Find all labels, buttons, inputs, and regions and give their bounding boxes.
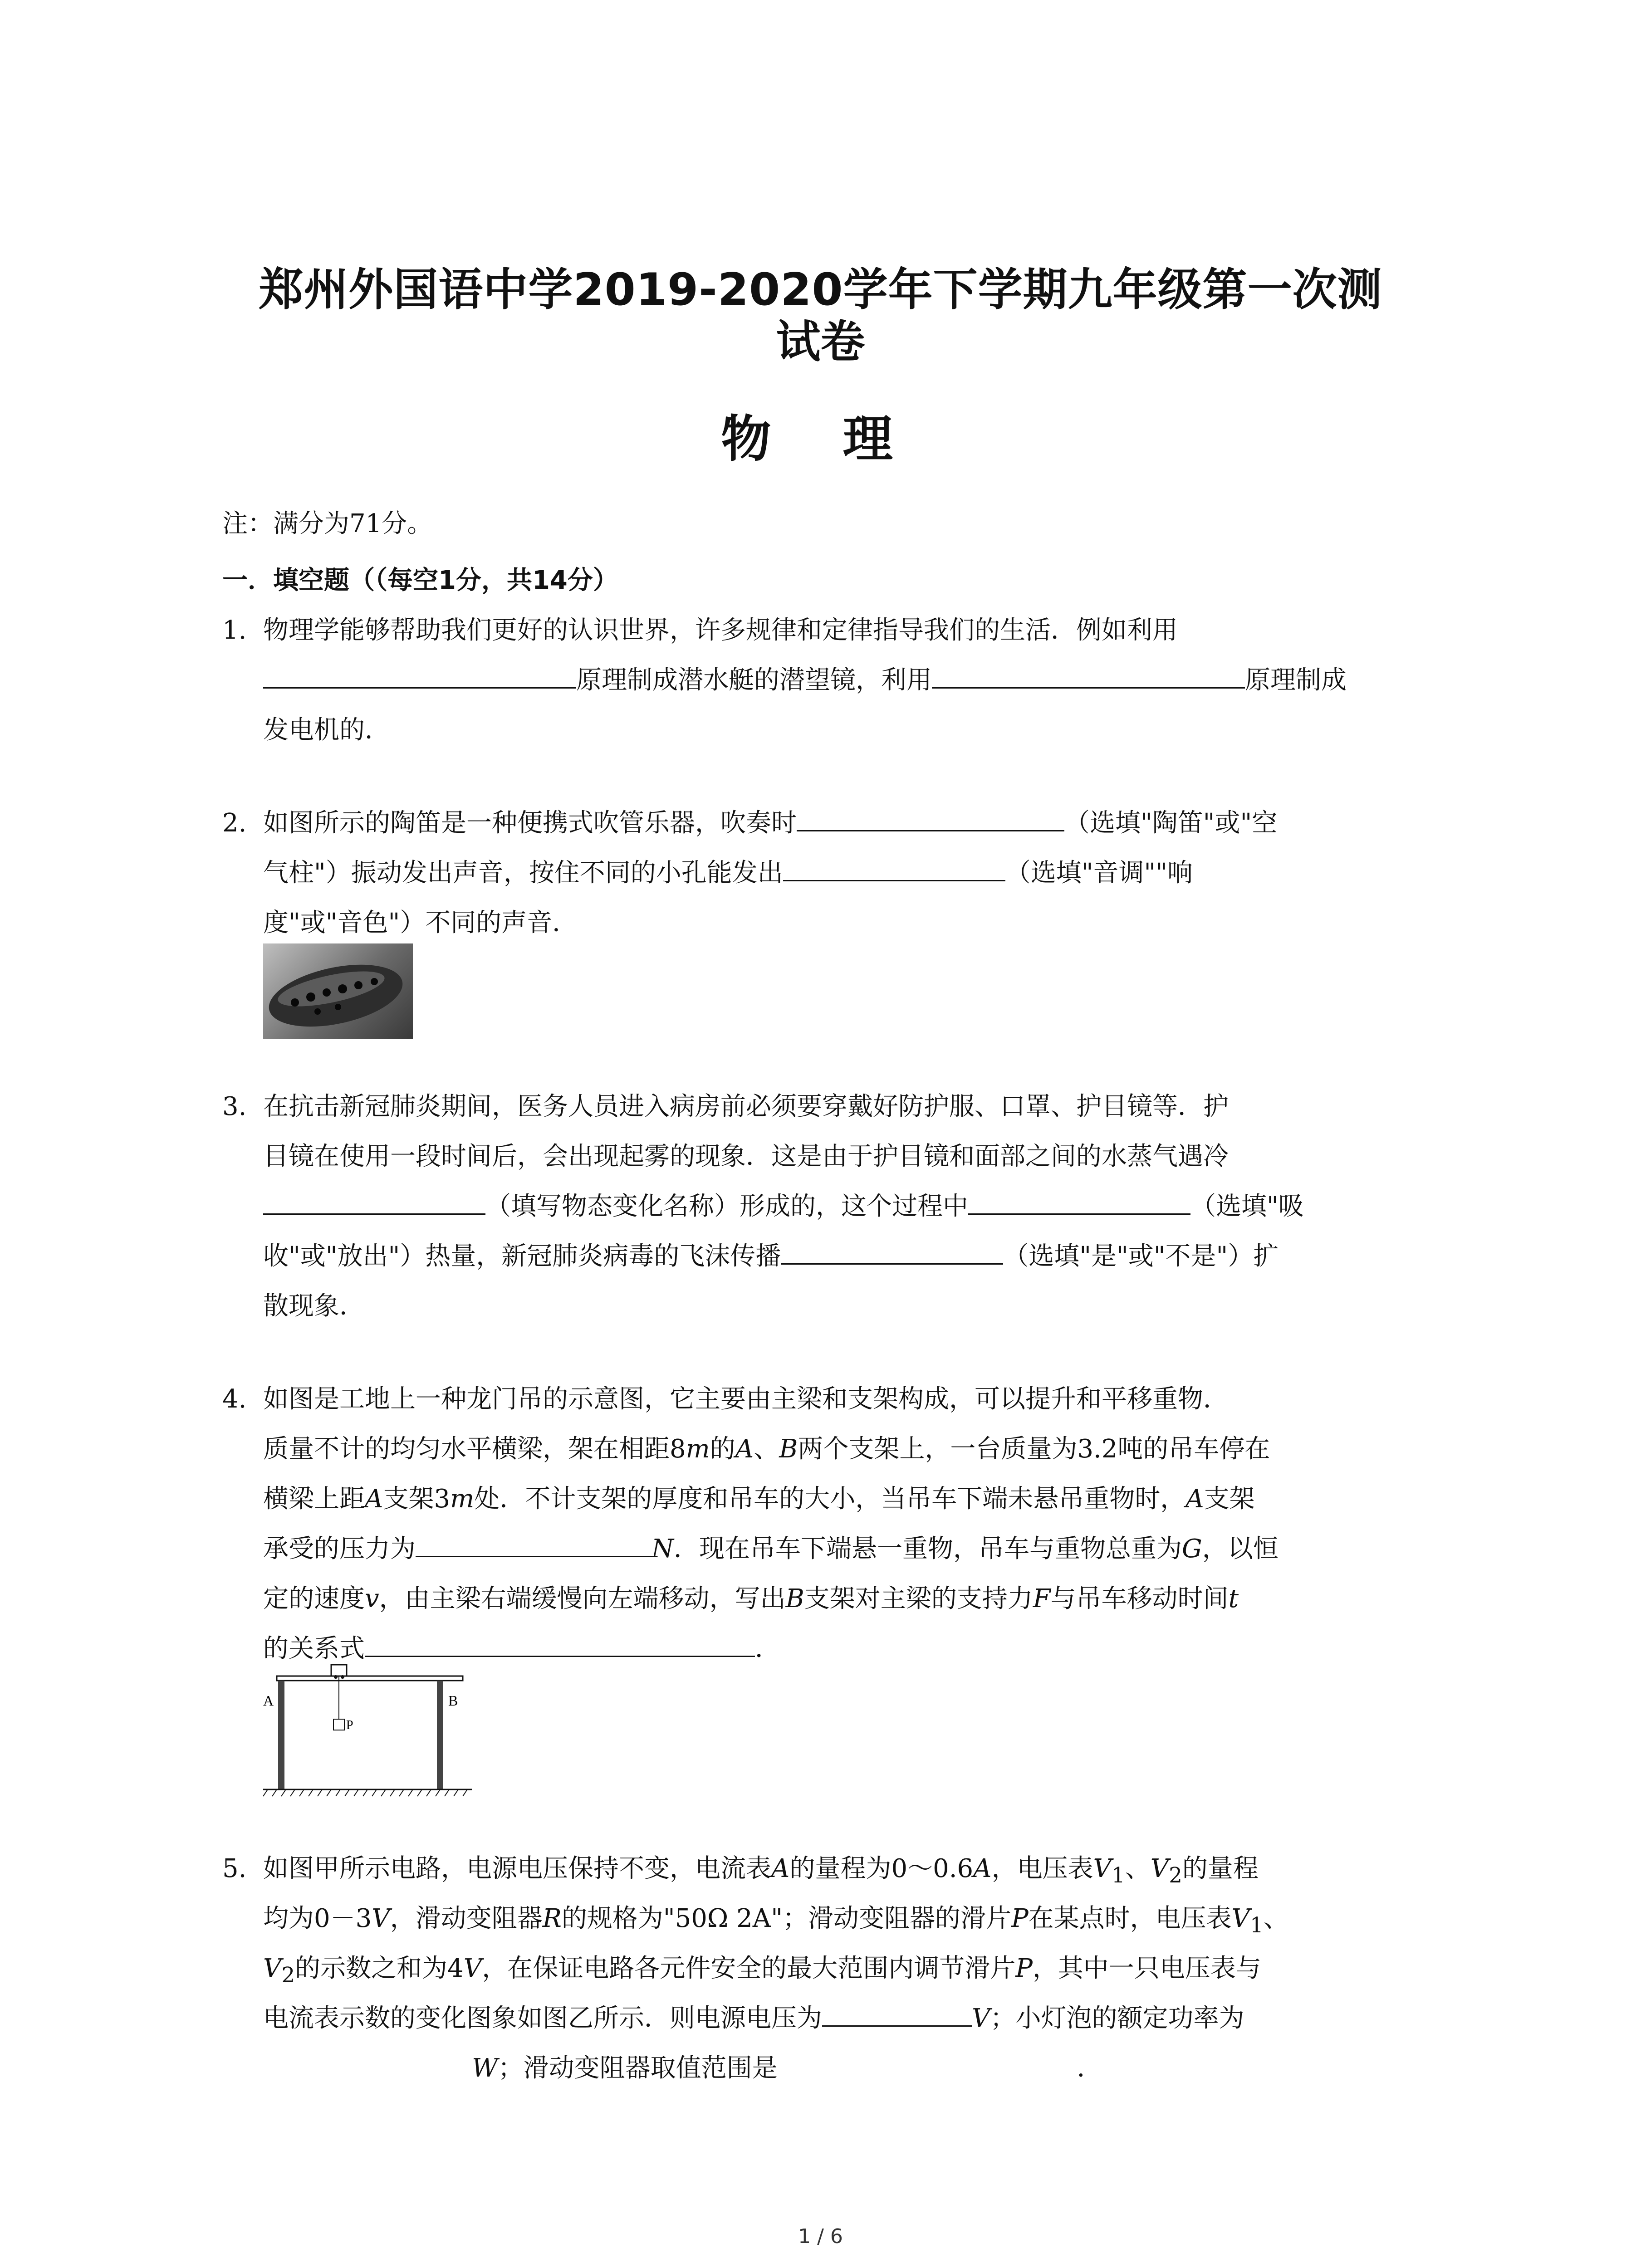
support-B — [437, 1681, 443, 1789]
question-text: 支架对主梁的支持力 — [804, 1584, 1033, 1613]
question-text: 物理学能够帮助我们更好的认识世界，许多规律和定律指导我们的生活．例如利用 — [263, 616, 1178, 645]
question-number: 5. — [222, 1854, 247, 1883]
exam-title-line1: 郑州外国语中学2019-2020学年下学期九年级第一次测 — [259, 264, 1382, 316]
question-text: 两个支架上，一台质量为3.2吨的吊车停在 — [798, 1434, 1270, 1464]
question-text: 原理制成潜水艇的潜望镜，利用 — [576, 665, 932, 695]
page-number: 1 / 6 — [798, 2225, 843, 2248]
question-text: 目镜在使用一段时间后，会出现起雾的现象．这是由于护目镜和面部之间的水蒸气遇冷 — [263, 1142, 1229, 1171]
question-text: ． — [755, 1634, 780, 1663]
question-text: 、 — [1125, 1854, 1151, 1883]
var-W: W — [472, 2053, 498, 2083]
question-text: ，电压表 — [991, 1854, 1093, 1883]
var-B: B — [785, 1584, 804, 1613]
question-text: 、 — [754, 1434, 779, 1464]
ocarina-photo — [263, 943, 413, 1039]
question-text: （选填"吸 — [1190, 1192, 1304, 1221]
question-text: ，由主梁右端缓慢向左端移动，写出 — [379, 1584, 786, 1613]
question-text: （选填"音调""响 — [1005, 858, 1193, 888]
question-text: 的规格为"50Ω 2A"；滑动变阻器的滑片 — [561, 1904, 1011, 1933]
subject-title: 物 理 — [721, 410, 920, 468]
question-text: 如图所示的陶笛是一种便携式吹管乐器，吹奏时 — [263, 808, 797, 838]
answer-blank[interactable] — [416, 1530, 652, 1557]
answer-blank[interactable] — [263, 662, 576, 689]
answer-blank[interactable] — [968, 1188, 1190, 1215]
question-text: 质量不计的均匀水平横梁，架在相距8 — [263, 1434, 686, 1464]
question-text: ，其中一只电压表与 — [1032, 1954, 1261, 1983]
var-V: V — [372, 1904, 390, 1933]
question-text: ，在保证电路各元件安全的最大范围内调节滑片 — [482, 1954, 1016, 1983]
question-text: 与吊车移动时间 — [1050, 1584, 1229, 1613]
question-text: 在抗击新冠肺炎期间，医务人员进入病房前必须要穿戴好防护服、口罩、护目镜等．护 — [263, 1092, 1229, 1121]
question-text: 在某点时，电压表 — [1028, 1904, 1232, 1933]
answer-blank[interactable] — [932, 662, 1245, 689]
label-A: A — [263, 1692, 274, 1709]
subscript: 1 — [1112, 1863, 1125, 1888]
var-v: v — [365, 1584, 379, 1613]
var-t: t — [1228, 1584, 1239, 1613]
ground-hatching — [263, 1789, 467, 1796]
question-text: （选填"陶笛"或"空 — [1064, 808, 1278, 838]
question-number: 2. — [222, 808, 247, 838]
question-text: 度"或"音色"）不同的声音． — [263, 908, 578, 938]
label-B: B — [448, 1692, 458, 1709]
exam-title-line2: 试卷 — [776, 316, 865, 368]
section-heading: 一．填空题（（每空1分，共14分） — [222, 566, 618, 595]
question-text: 支架 — [1204, 1484, 1255, 1514]
question-text: 的量程为0～0.6 — [789, 1854, 974, 1883]
gantry-crane-diagram — [263, 1651, 476, 1805]
var-B: B — [779, 1434, 798, 1464]
load-box — [333, 1719, 344, 1730]
question-text: 原理制成 — [1245, 665, 1347, 695]
var-A: A — [771, 1854, 790, 1883]
question-text: 散现象． — [263, 1291, 365, 1321]
question-text: 如图是工地上一种龙门吊的示意图，它主要由主梁和支架构成，可以提升和平移重物． — [263, 1384, 1229, 1414]
var-m: m — [686, 1434, 710, 1464]
question-text: 、 — [1263, 1904, 1289, 1933]
var-V2: V — [263, 1954, 282, 1983]
question-text: ；小灯泡的额定功率为 — [990, 2004, 1244, 2033]
question-text: 气柱"）振动发出声音，按住不同的小孔能发出 — [263, 858, 783, 888]
var-A: A — [973, 1854, 992, 1883]
var-V: V — [972, 2004, 990, 2033]
var-P: P — [1015, 1954, 1033, 1983]
question-number: 3. — [222, 1092, 247, 1121]
question-text: 收"或"放出"）热量，新冠肺炎病毒的飞沫传播 — [263, 1242, 781, 1271]
question-text: 横梁上距 — [263, 1484, 365, 1514]
var-G: G — [1182, 1534, 1202, 1564]
var-N: N — [652, 1534, 674, 1564]
question-text: 的 — [710, 1434, 735, 1464]
question-text: 电流表示数的变化图象如图乙所示．则电源电压为 — [263, 2004, 822, 2033]
answer-blank[interactable] — [797, 805, 1064, 831]
crane-trolley — [331, 1665, 347, 1676]
crane-beam — [277, 1676, 463, 1681]
var-A: A — [1185, 1484, 1204, 1514]
support-A — [278, 1681, 284, 1789]
var-P: P — [1011, 1904, 1029, 1933]
subscript: 2 — [281, 1963, 295, 1988]
score-note: 注：满分为71分。 — [222, 509, 433, 538]
question-text: ；滑动变阻器取值范围是 — [498, 2053, 778, 2083]
subscript: 1 — [1250, 1913, 1264, 1938]
question-text: 如图甲所示电路，电源电压保持不变，电流表 — [263, 1854, 771, 1883]
answer-blank[interactable] — [263, 1188, 485, 1215]
label-P: P — [346, 1718, 353, 1732]
var-A: A — [365, 1484, 383, 1514]
subscript: 2 — [1169, 1863, 1182, 1888]
var-V1: V — [1093, 1854, 1112, 1883]
var-m: m — [450, 1484, 475, 1514]
question-number: 1. — [222, 616, 247, 645]
question-text: ，以恒 — [1202, 1534, 1279, 1564]
answer-blank[interactable] — [822, 2000, 972, 2027]
var-V1: V — [1231, 1904, 1250, 1933]
question-text: 承受的压力为 — [263, 1534, 416, 1564]
question-text: 发电机的． — [263, 715, 390, 745]
question-text: 的量程 — [1182, 1854, 1259, 1883]
question-text: ．现在吊车下端悬一重物，吊车与重物总重为 — [674, 1534, 1182, 1564]
question-number: 4. — [222, 1384, 247, 1414]
var-V: V — [463, 1954, 482, 1983]
answer-blank[interactable] — [783, 855, 1005, 881]
question-text: 支架3 — [383, 1484, 451, 1514]
var-V2: V — [1150, 1854, 1169, 1883]
var-F: F — [1033, 1584, 1051, 1613]
question-text: ． — [1077, 2053, 1102, 2083]
question-text: 的关系式 — [263, 1634, 365, 1663]
var-A: A — [735, 1434, 754, 1464]
question-text: 的示数之和为4 — [295, 1954, 464, 1983]
question-text: ，滑动变阻器 — [390, 1904, 543, 1933]
question-text: 均为0－3 — [263, 1904, 372, 1933]
var-R: R — [542, 1904, 562, 1933]
question-text: （填写物态变化名称）形成的，这个过程中 — [485, 1192, 968, 1221]
question-text: （选填"是"或"不是"）扩 — [1003, 1242, 1279, 1271]
question-text: 处．不计支架的厚度和吊车的大小，当吊车下端未悬吊重物时， — [474, 1484, 1186, 1514]
answer-blank[interactable] — [781, 1238, 1003, 1265]
question-text: 定的速度 — [263, 1584, 365, 1613]
